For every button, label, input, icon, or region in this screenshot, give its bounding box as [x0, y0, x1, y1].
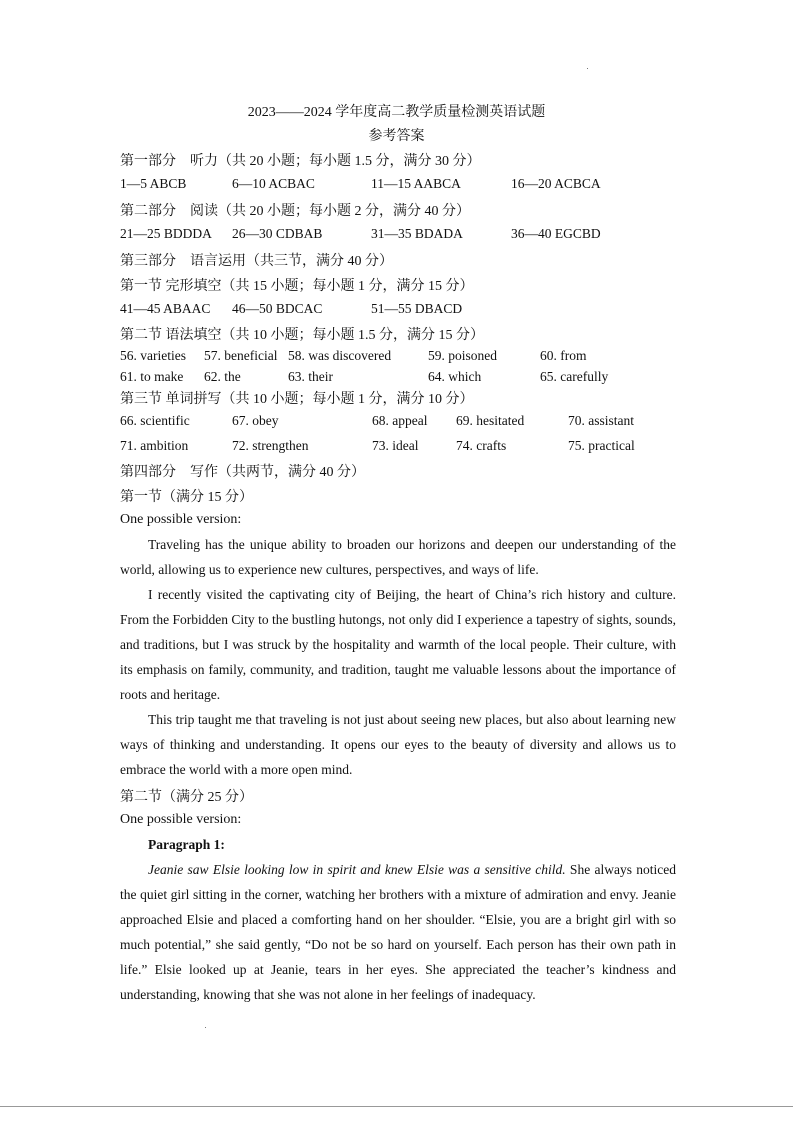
version-label: One possible version:	[120, 812, 242, 827]
spelling-answer: 69. hesitated	[456, 413, 525, 428]
grammar-answer: 62. the	[204, 369, 241, 384]
opening-sentence: Jeanie saw Elsie looking low in spirit and knew Elsie was a sensitive child.	[148, 862, 566, 877]
part1-answer: 6—10 ACBAC	[232, 176, 315, 191]
part2-answer: 26—30 CDBAB	[232, 226, 323, 241]
page-title: 2023——2024 学年度高二教学质量检测英语试题	[247, 105, 546, 120]
part3-heading: 第三部分 语言运用（共三节，满分 40 分）	[120, 254, 393, 269]
grammar-answer: 61. to make	[120, 369, 184, 384]
cloze-answer: 46—50 BDCAC	[232, 301, 323, 316]
part3-section3-heading: 第三节 单词拼写（共 10 小题；每小题 1 分，满分 10 分）	[120, 392, 474, 407]
part3-section2-heading: 第二节 语法填空（共 10 小题；每小题 1.5 分，满分 15 分）	[120, 328, 484, 343]
part1-answer: 16—20 ACBCA	[511, 176, 601, 191]
grammar-answer: 58. was discovered	[288, 348, 392, 363]
part4-section1-heading: 第一节（满分 15 分）	[120, 490, 253, 505]
essay-paragraph: I recently visited the captivating city of Beijing, the heart of China’s rich history and culture. From the Forbidden City to the bustling hutongs, not only did I experience a tapestry of sights, sounds, and traditions, but I was struck by the hospitality and warmth of the local people. Their culture, with its emphasis on family, community, and tradition, taught me valuable lessons about the importance of roots and heritage.	[120, 587, 676, 702]
part2-heading: 第二部分 阅读（共 20 小题；每小题 2 分，满分 40 分）	[120, 204, 470, 219]
paragraph-label: Paragraph 1:	[148, 837, 225, 852]
spelling-answer: 67. obey	[232, 413, 279, 428]
part4-section2-heading: 第二节（满分 25 分）	[120, 790, 253, 805]
scan-speck	[205, 1027, 206, 1028]
grammar-answer: 65. carefully	[540, 369, 609, 384]
cloze-answer: 41—45 ABAAC	[120, 301, 211, 316]
grammar-answer: 59. poisoned	[428, 348, 497, 363]
part2-answer: 36—40 EGCBD	[511, 226, 601, 241]
grammar-answer: 63. their	[288, 369, 333, 384]
spelling-answer: 66. scientific	[120, 413, 190, 428]
grammar-answer: 57. beneficial	[204, 348, 278, 363]
continuation-paragraph	[120, 857, 676, 1007]
part2-answer: 21—25 BDDDA	[120, 226, 212, 241]
version-label: One possible version:	[120, 512, 242, 527]
part2-answer: 31—35 BDADA	[371, 226, 463, 241]
part1-answer: 11—15 AABCA	[371, 176, 461, 191]
grammar-answer: 56. varieties	[120, 348, 186, 363]
grammar-answer: 64. which	[428, 369, 482, 384]
spelling-answer: 75. practical	[568, 438, 635, 453]
paragraph-body: She always noticed the quiet girl sitting in the corner, watching her brothers with a mixture of admiration and envy. Jeanie approached Elsie and placed a comforting hand on her shoulder. “Elsie, you are a bright girl with so much potential,” she said gently, “Do not be so hard on yourself. Each person has their own path in life.” Elsie looked up at Jeanie, tears in her eyes. She appreciated the teacher’s kindness and understanding, knowing that she was not alone in her feelings of inadequacy.	[120, 862, 676, 1002]
spelling-answer: 74. crafts	[456, 438, 507, 453]
spelling-answer: 70. assistant	[568, 413, 634, 428]
spelling-answer: 72. strengthen	[232, 438, 309, 453]
spelling-answer: 73. ideal	[372, 438, 419, 453]
spelling-answer: 71. ambition	[120, 438, 189, 453]
part1-heading: 第一部分 听力（共 20 小题；每小题 1.5 分，满分 30 分）	[120, 154, 481, 169]
page-footer-rule	[0, 1106, 793, 1107]
essay-paragraph: Traveling has the unique ability to broaden our horizons and deepen our understanding of the world, allowing us to experience new cultures, perspectives, and ways of life.	[120, 537, 676, 577]
spelling-answer: 68. appeal	[372, 413, 428, 428]
grammar-answer: 60. from	[540, 348, 587, 363]
page-subtitle: 参考答案	[368, 129, 425, 144]
part3-section1-heading: 第一节 完形填空（共 15 小题；每小题 1 分，满分 15 分）	[120, 279, 474, 294]
scan-speck	[587, 68, 588, 69]
part1-answer: 1—5 ABCB	[120, 176, 187, 191]
essay-paragraph: This trip taught me that traveling is not just about seeing new places, but also about learning new ways of thinking and understanding. It opens our eyes to the beauty of diversity and allows us to embrace the world with a more open mind.	[120, 712, 676, 777]
cloze-answer: 51—55 DBACD	[371, 301, 463, 316]
part4-heading: 第四部分 写作（共两节，满分 40 分）	[120, 465, 365, 480]
